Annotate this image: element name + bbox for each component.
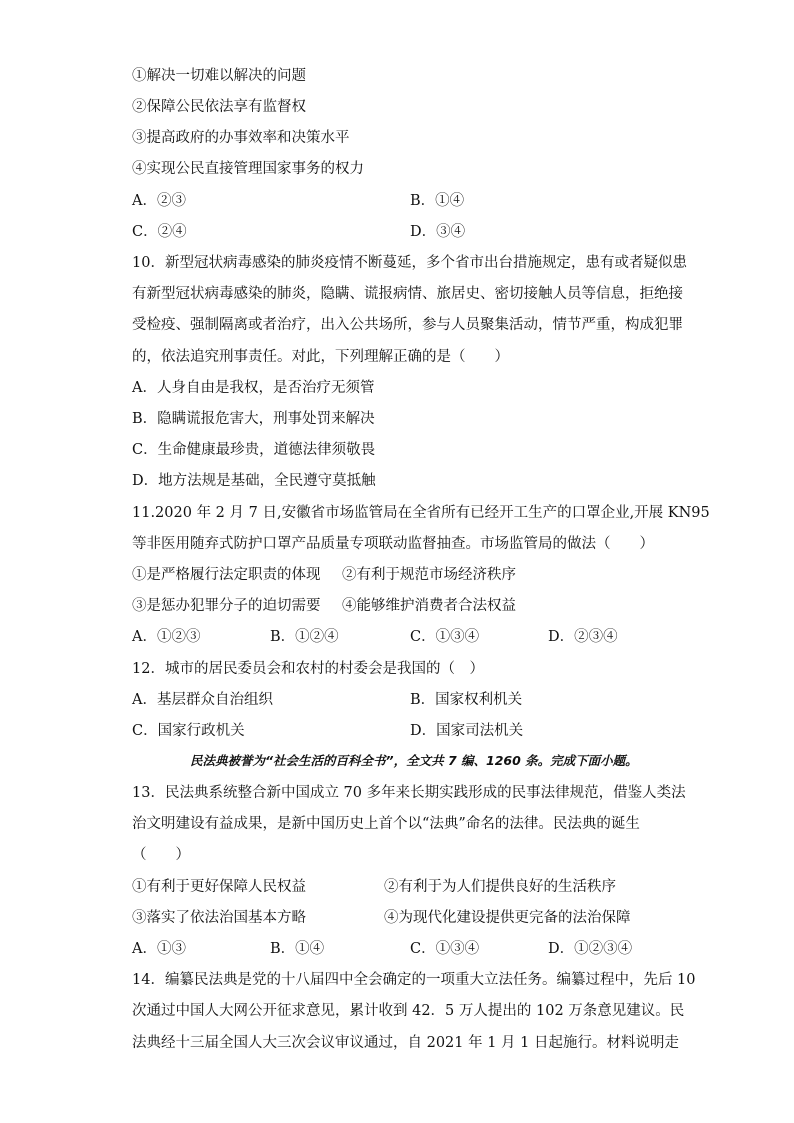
material-note: 民法典被誉为“社会生活的百科全书”，全文共 7 编、1260 条。完成下面小题。 bbox=[190, 753, 638, 768]
q10-option-a: A．人身自由是我权，是否治疗无须管 bbox=[132, 380, 375, 396]
q10-stem-4: 的，依法追究刑事责任。对此，下列理解正确的是（ ） bbox=[132, 349, 509, 365]
q11-item-2: ②有利于规范市场经济秩序 bbox=[342, 567, 516, 583]
q9-option-a: A．②③ bbox=[132, 193, 186, 209]
q11-item-3: ③是惩办犯罪分子的迫切需要 bbox=[132, 598, 321, 614]
q10-option-d: D．地方法规是基础，全民遵守莫抵触 bbox=[132, 473, 376, 489]
q9-item-1: ①解决一切难以解决的问题 bbox=[132, 68, 306, 84]
q9-item-2: ②保障公民依法享有监督权 bbox=[132, 99, 306, 115]
q12-option-c: C．国家行政机关 bbox=[132, 723, 245, 739]
q14-stem-3: 法典经十三届全国人大三次会议审议通过，自 2021 年 1 月 1 日起施行。材料说明走 bbox=[132, 1035, 680, 1051]
q13-option-c: C．①③④ bbox=[410, 941, 480, 957]
q11-stem-1: 11.2020 年 2 月 7 日,安徽省市场监管局在全省所有已经开工生产的口罩企业,开展 KN95 bbox=[132, 505, 710, 521]
q9-option-c: C．②④ bbox=[132, 224, 187, 240]
q10-stem-2: 有新型冠状病毒感染的肺炎，隐瞒、谎报病情、旅居史、密切接触人员等信息，拒绝接 bbox=[132, 286, 683, 302]
q10-option-b: B．隐瞒谎报危害大，刑事处罚来解决 bbox=[132, 411, 375, 427]
q13-option-a: A．①③ bbox=[132, 941, 186, 957]
q10-option-c: C．生命健康最珍贵，道德法律须敬畏 bbox=[132, 442, 376, 458]
q13-item-1: ①有利于更好保障人民权益 bbox=[132, 879, 306, 895]
q12-option-a: A．基层群众自治组织 bbox=[132, 692, 273, 708]
q14-stem-2: 次通过中国人大网公开征求意见，累计收到 42．5 万人提出的 102 万条意见建议。民 bbox=[132, 1003, 685, 1019]
q9-item-4: ④实现公民直接管理国家事务的权力 bbox=[132, 161, 364, 177]
q10-stem-1: 10．新型冠状病毒感染的肺炎疫情不断蔓延，多个省市出台措施规定，患有或者疑似患 bbox=[132, 255, 687, 271]
q13-item-2: ②有利于为人们提供良好的生活秩序 bbox=[384, 879, 616, 895]
q13-item-3: ③落实了依法治国基本方略 bbox=[132, 910, 306, 926]
q11-stem-2: 等非医用随弃式防护口罩产品质量专项联动监督抽查。市场监管局的做法（ ） bbox=[132, 536, 654, 552]
q13-option-b: B．①④ bbox=[270, 941, 325, 957]
q9-item-3: ③提高政府的办事效率和决策水平 bbox=[132, 130, 350, 146]
q11-option-d: D．②③④ bbox=[548, 629, 618, 645]
q14-stem-1: 14．编纂民法典是党的十八届四中全会确定的一项重大立法任务。编纂过程中，先后 10 bbox=[132, 972, 696, 988]
q12-option-b: B．国家权利机关 bbox=[410, 692, 523, 708]
q10-stem-3: 受检疫、强制隔离或者治疗，出入公共场所，参与人员聚集活动，情节严重，构成犯罪 bbox=[132, 317, 683, 333]
q12-option-d: D．国家司法机关 bbox=[410, 723, 524, 739]
q13-stem-1: 13．民法典系统整合新中国成立 70 多年来长期实践形成的民事法律规范，借鉴人类法 bbox=[132, 785, 686, 801]
q13-stem-2: 治文明建设有益成果，是新中国历史上首个以“法典”命名的法律。民法典的诞生 bbox=[132, 816, 640, 832]
q9-option-d: D．③④ bbox=[410, 224, 466, 240]
q11-item-1: ①是严格履行法定职责的体现 bbox=[132, 567, 321, 583]
q13-stem-3: （ ） bbox=[132, 847, 190, 863]
q13-option-d: D．①②③④ bbox=[548, 941, 633, 957]
q11-item-4: ④能够维护消费者合法权益 bbox=[342, 598, 516, 614]
q13-item-4: ④为现代化建设提供更完备的法治保障 bbox=[384, 910, 631, 926]
q11-option-a: A．①②③ bbox=[132, 629, 201, 645]
q11-option-c: C．①③④ bbox=[410, 629, 480, 645]
q11-option-b: B．①②④ bbox=[270, 629, 339, 645]
q12-stem: 12．城市的居民委员会和农村的村委会是我国的（ ） bbox=[132, 661, 484, 677]
q9-option-b: B．①④ bbox=[410, 193, 465, 209]
